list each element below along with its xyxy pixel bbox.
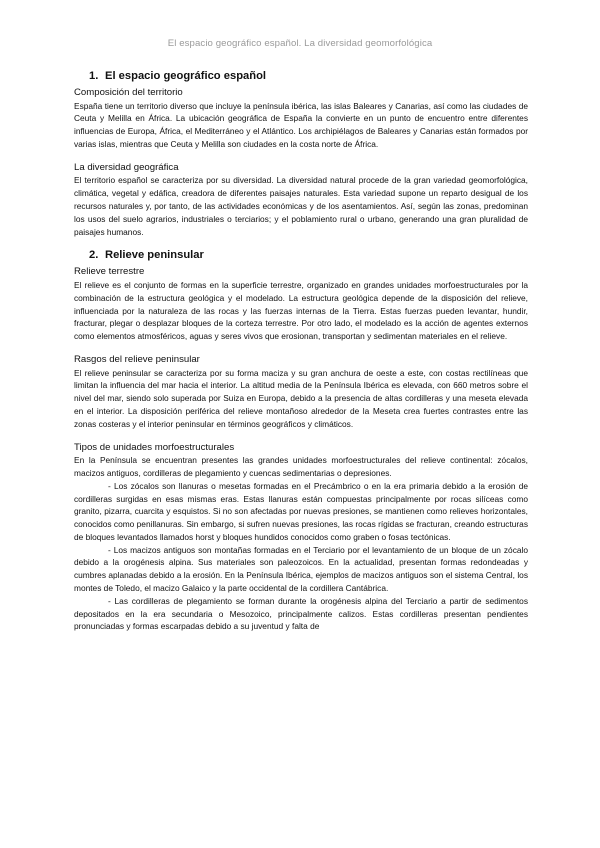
section-2-title: Relieve peninsular [105,249,204,262]
section-2-number: 2. [89,249,99,262]
section-1-title: El espacio geográfico español [105,70,267,82]
running-header: El espacio geográfico español. La diversidad geomorfológica [167,38,433,49]
section-1-number: 1. [89,70,99,82]
paragraph-diversidad: El territorio español se caracteriza por su diversidad. La diversidad natural procede de la gran variedad geomorfológica, climática, vegetal y edáfica, creadora de diferentes paisajes naturales. Esta variedad supone un reparto desigual de los recursos naturales y, por tanto, de las actividades económicas y de los asentamientos. Así, según las zonas, predominan los usos del suelo agrarios, industriales o terciarios; y el poblamiento rural o urbano, generando una gran pluralidad de paisajes humanos. [74,175,528,237]
subheading-tipos: Tipos de unidades morfoestructurales [74,441,235,453]
document-body [74,70,528,633]
paragraph-tipos-intro: En la Península se encuentran presentes las grandes unidades morfoestructurales del relieve continental: zócalos, macizos antiguos, cordilleras de plegamiento y cuencas sedimentarias o depresiones. [74,455,528,478]
section-2-heading [74,249,528,261]
subheading-diversidad: La diversidad geográfica [74,161,179,173]
subheading-relieve-terrestre: Relieve terrestre [74,266,145,278]
section-1-heading [74,70,528,82]
paragraph-composicion: España tiene un territorio diverso que incluye la península ibérica, las islas Baleares y Canarias, así como las ciudades de Ceuta y Melilla en África. La ubicación geográfica de España la convierte en un punto de encuentro entre diferentes influencias de Europa, África, el Mediterráneo y el Atlántico. Los archipiélagos de Baleares y Canarias están formados por varias islas, mientras que Ceuta y Melilla son ciudades en la costa norte de África. [74,100,528,149]
subheading-composicion: Composición del territorio [74,87,183,98]
list-item-macizos: - Los macizos antiguos son montañas formadas en el Terciario por el levantamiento de un bloque de un zócalo debido a la orogénesis alpina. Sus materiales son paleozoicos. En la actualidad, presentan formas redondeadas y cumbres aplanadas debido a la erosión. En la Península Ibérica, ejemplos de macizos antiguos son el sistema Central, los montes de Toledo, el macizo Galaico y la parte occidental de la cordillera Cantábrica. [74,544,528,594]
subheading-rasgos: Rasgos del relieve peninsular [74,353,200,365]
paragraph-rasgos: El relieve peninsular se caracteriza por su forma maciza y su gran anchura de oeste a este, con costas rectilíneas que limitan la influencia del mar hacia el interior. La altitud media de la Península Ibérica es elevada, con 660 metros sobre el nivel del mar, siendo solo superada por Suiza en Europa, debido a la presencia de altas cordilleras y una meseta elevada en el interior. La disposición periférica del relieve montañoso alrededor de la Meseta crea fuertes contrastes entre las zonas costeras y el interior peninsular en términos geográficos y climáticos. [74,367,528,429]
list-item-zocalos: - Los zócalos son llanuras o mesetas formadas en el Precámbrico o en la era primaria debido a la erosión de cordilleras surgidas en esas mismas eras. Estas llanuras están compuestas principalmente por rocas silíceas como granito, pizarra, cuarcita y esquistos. Si no son afectadas por nuevas presiones, se mantienen como relieves horizontales, conocidos como penillanuras. Sin embargo, si sufren nuevas presiones, las rocas rígidas se fracturan, creando estructuras de bloques levantados llamados horst y bloques hundidos conocidos como graben o fosas tectónicas. [74,480,528,542]
list-item-cordilleras: - Las cordilleras de plegamiento se forman durante la orogénesis alpina del Terciario a partir de sedimentos depositados en la era secundaria o Mesozoico, principalmente calizos. Estas cordilleras presentan pendientes pronunciadas y formas escarpadas debido a su juventud y falta de [74,595,528,632]
paragraph-relieve-terrestre: El relieve es el conjunto de formas en la superficie terrestre, organizado en grandes unidades morfoestructurales por la combinación de la estructura geológica y el modelado. La estructura geológica depende de la disposición del relieve, influenciada por la naturaleza de las rocas y las fuerzas internas de la Tierra. Estas fuerzas pueden levantar, hundir, fracturar, plegar o desplazar bloques de la corteza terrestre. Por otro lado, el modelado es la acción de agentes externos como elementos atmosféricos, aguas y seres vivos que erosionan, transportan y sedimentan materiales en el relieve. [74,279,528,342]
